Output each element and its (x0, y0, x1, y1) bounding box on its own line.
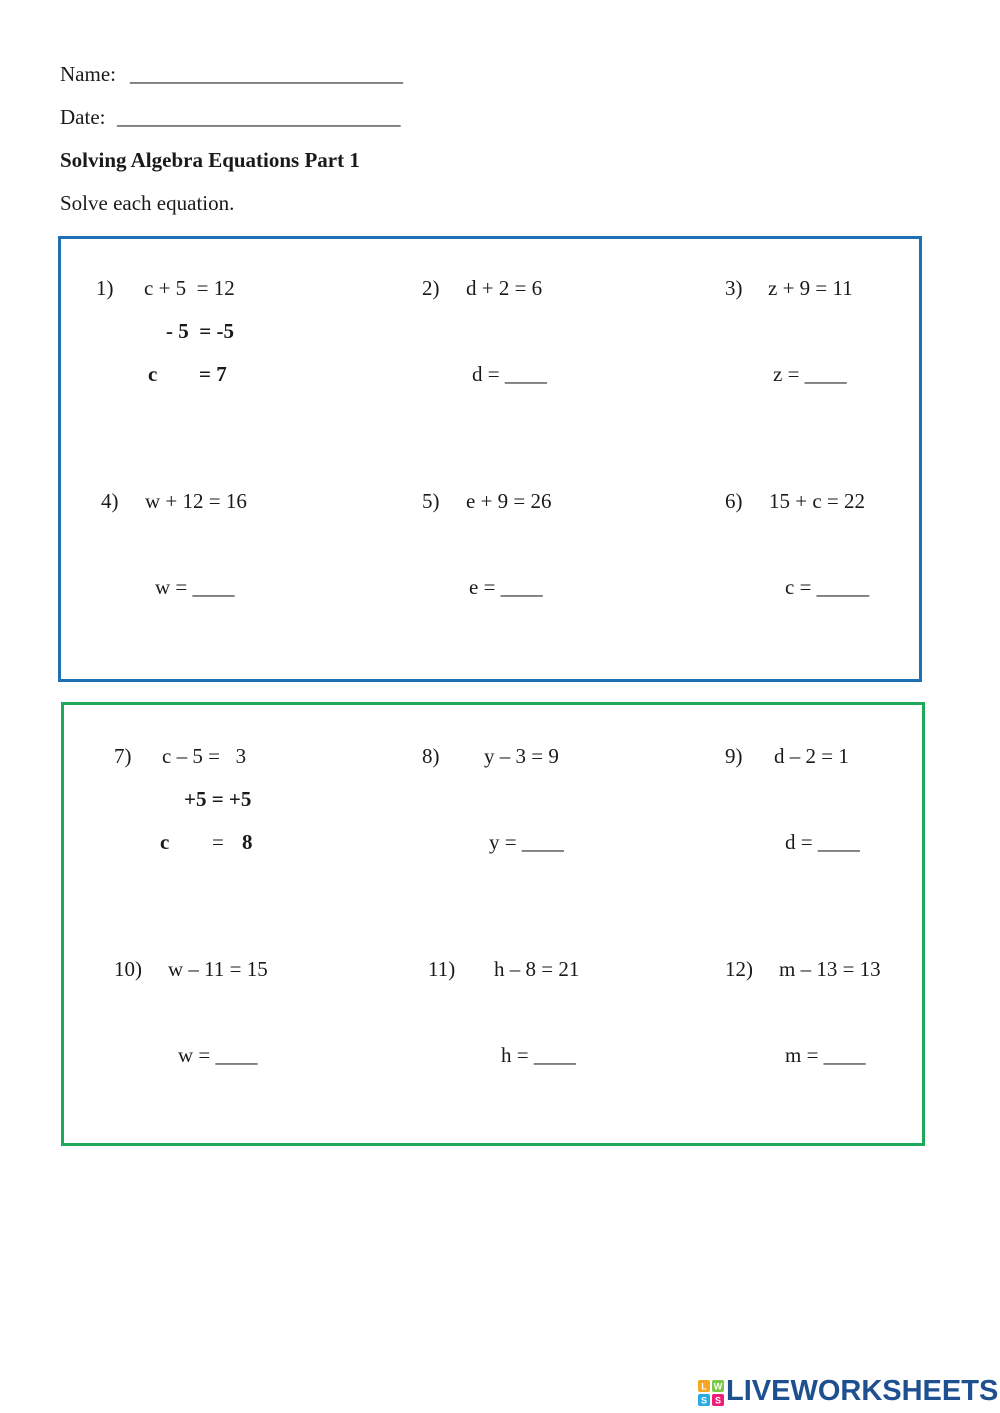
subtraction-problems-box (61, 702, 925, 1146)
problem-equation: m – 13 = 13 (779, 957, 881, 981)
badge-letter: S (714, 1395, 722, 1406)
worksheet-title: Solving Algebra Equations Part 1 (60, 148, 360, 172)
answer-blank[interactable]: w = ____ (155, 575, 235, 599)
answer-blank[interactable]: d = ____ (785, 830, 860, 854)
problem-number: 12) (725, 957, 753, 981)
problem-equation: d + 2 = 6 (466, 276, 543, 300)
problem-number: 6) (725, 489, 743, 513)
liveworksheets-wordmark: LIVEWORKSHEETS (726, 1375, 999, 1407)
problem-number: 9) (725, 744, 743, 768)
problem-number: 2) (422, 276, 440, 300)
answer-blank[interactable]: y = ____ (489, 830, 564, 854)
problem-equation: z + 9 = 11 (768, 276, 853, 300)
problem-number: 11) (428, 957, 456, 981)
worked-answer: 8 (242, 830, 253, 854)
problem-equation: h – 8 = 21 (494, 957, 580, 981)
problem-number: 7) (114, 744, 132, 768)
answer-blank[interactable]: c = _____ (785, 575, 870, 599)
worked-variable: c (160, 830, 170, 854)
answer-blank[interactable]: m = ____ (785, 1043, 866, 1067)
problem-equation: y – 3 = 9 (484, 744, 559, 768)
problem-number: 4) (101, 489, 119, 513)
problem-equation: w + 12 = 16 (145, 489, 247, 513)
answer-blank[interactable]: z = ____ (773, 362, 847, 386)
liveworksheets-logo (698, 1375, 999, 1410)
addition-problems-box (58, 236, 922, 682)
badge-letter: L (701, 1381, 707, 1392)
worked-step: +5 = +5 (184, 787, 252, 811)
badge-letter: S (700, 1395, 708, 1406)
name-label: Name: (60, 62, 116, 86)
badge-letter: W (713, 1381, 723, 1392)
problem-equation: w – 11 = 15 (168, 957, 268, 981)
problem-equation: c + 5 = 12 (144, 276, 235, 300)
instructions: Solve each equation. (60, 191, 235, 215)
date-blank[interactable]: ___________________________ (117, 105, 401, 129)
problem-number: 10) (114, 957, 142, 981)
worked-equals: = (212, 830, 224, 854)
problem-equation: 15 + c = 22 (769, 489, 866, 513)
problem-equation: d – 2 = 1 (774, 744, 849, 768)
worked-answer: = 7 (199, 362, 227, 386)
worked-variable: c (148, 362, 158, 386)
answer-blank[interactable]: e = ____ (469, 575, 543, 599)
answer-blank[interactable]: h = ____ (501, 1043, 576, 1067)
problem-number: 8) (422, 744, 440, 768)
problem-equation: c – 5 = 3 (162, 744, 247, 768)
answer-blank[interactable]: w = ____ (178, 1043, 258, 1067)
problem-number: 1) (96, 276, 114, 300)
problem-number: 3) (725, 276, 743, 300)
date-label: Date: (60, 105, 106, 129)
worked-step: - 5 = -5 (166, 319, 234, 343)
name-blank[interactable]: __________________________ (130, 62, 403, 86)
answer-blank[interactable]: d = ____ (472, 362, 547, 386)
liveworksheets-badge-icon (698, 1380, 724, 1406)
problem-number: 5) (422, 489, 440, 513)
problem-equation: e + 9 = 26 (466, 489, 552, 513)
